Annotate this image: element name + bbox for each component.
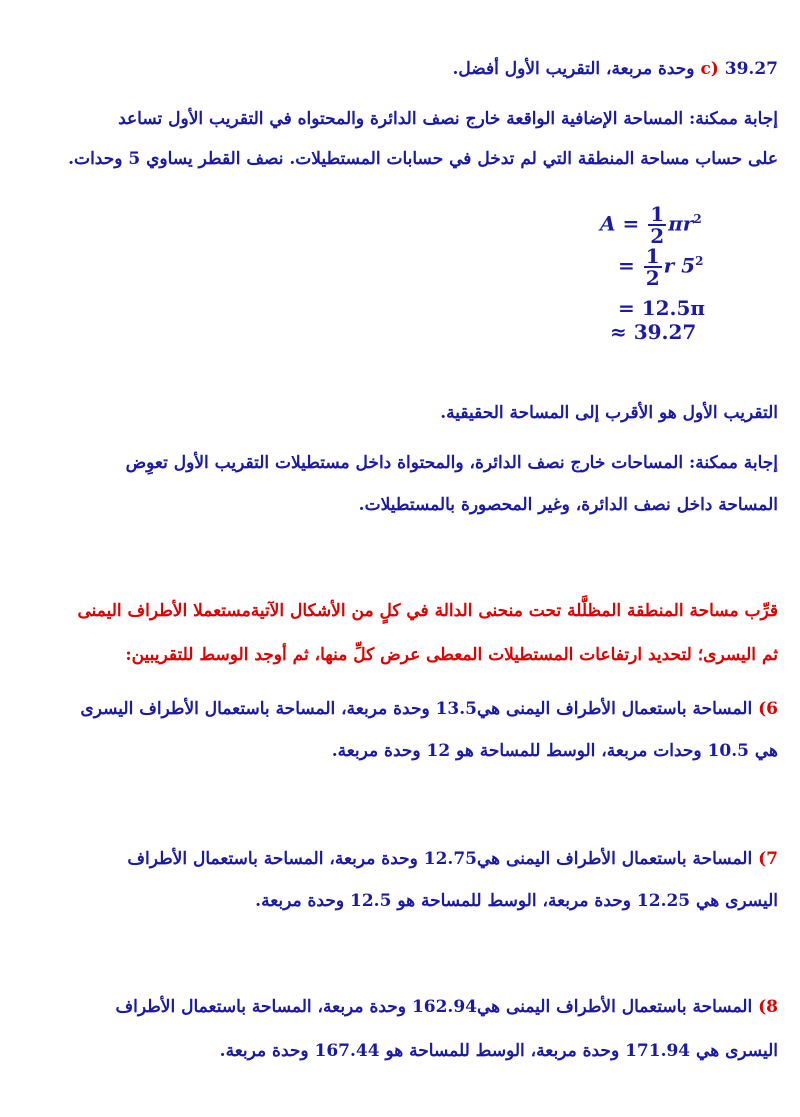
question-8-line-1: [116, 996, 778, 1018]
question-7-line-2: اليسرى هي 12.25 وحدة مربعة، الوسط للمساحة هو 12.5 وحدة مربعة.: [255, 891, 778, 911]
equation-row-3: = 12.5π: [618, 296, 706, 320]
possible-answer-2-line-1: إجابة ممكنة: المساحات خارج نصف الدائرة، والمحتواة داخل مستطيلات التقريب الأول تعوِض: [125, 453, 778, 473]
equation-equals: =: [622, 211, 640, 236]
possible-answer-1-line-2: على حساب مساحة المنطقة التي لم تدخل في حسابات المستطيلات. نصف القطر يساوي 5 وحدات.: [68, 149, 778, 169]
question-6-line-1: [80, 698, 778, 720]
instruction-line-2: ثم اليسرى؛ لتحديد ارتفاعات المستطيلات المعطى عرض كلِّ منها، ثم أوجد الوسط للتقريبين:: [125, 645, 778, 665]
closest-approximation-statement: التقريب الأول هو الأقرب إلى المساحة الحقيقية.: [440, 403, 778, 423]
equation-row1-exponent: 2: [693, 211, 702, 226]
question-6-line-2: هي 10.5 وحدات مربعة، الوسط للمساحة هو 12 وحدة مربعة.: [331, 741, 778, 761]
answer-c-text: 39.27 وحدة مربعة، التقريب الأول أفضل.: [452, 59, 778, 79]
fraction-numerator: 1: [650, 202, 665, 226]
question-7-number: 7): [758, 849, 778, 869]
equation-lhs: A: [600, 211, 616, 236]
equation-row2-equals: =: [618, 253, 635, 278]
question-8-line-2: اليسرى هي 171.94 وحدة مربعة، الوسط للمساحة هو 167.44 وحدة مربعة.: [219, 1041, 778, 1061]
equation-row1-tail: πr: [668, 211, 694, 236]
half-fraction-2: [644, 246, 662, 288]
fraction-denominator-2: 2: [645, 266, 660, 290]
answer-c-marker: c): [700, 59, 719, 79]
equation-row-4: ≈ 39.27: [610, 320, 697, 344]
half-fraction: [648, 204, 666, 246]
question-7-line-1: [127, 848, 778, 870]
fraction-numerator-2: 1: [645, 244, 660, 268]
question-6-number: 6): [758, 699, 778, 719]
fraction-denominator: 2: [650, 224, 665, 248]
area-equation: [600, 200, 750, 350]
instruction-line-1: قرِّب مساحة المنطقة المظلَّلة تحت منحنى الدالة في كلٍ من الأشكال الآتيةمستعملا الأطراف اليمنى: [77, 601, 778, 621]
possible-answer-2-line-2: المساحة داخل نصف الدائرة، وغير المحصورة بالمستطيلات.: [358, 495, 778, 515]
possible-answer-1-line-1: إجابة ممكنة: المساحة الإضافية الواقعة خارج نصف الدائرة والمحتواه في التقريب الأول تساعد: [118, 109, 778, 129]
question-7-text-1: المساحة باستعمال الأطراف اليمنى هي12.75 وحدة مربعة، المساحة باستعمال الأطراف: [127, 849, 753, 869]
question-8-number: 8): [758, 997, 778, 1017]
question-8-text-1: المساحة باستعمال الأطراف اليمنى هي162.94 وحدة مربعة، المساحة باستعمال الأطراف: [115, 997, 753, 1017]
question-6-text-1: المساحة باستعمال الأطراف اليمنى هي13.5 وحدة مربعة، المساحة باستعمال الأطراف اليسرى: [80, 699, 753, 719]
equation-row2-tail: r 5: [663, 253, 696, 278]
equation-row2-exponent: 2: [695, 253, 704, 268]
answer-c-line: [452, 58, 778, 80]
